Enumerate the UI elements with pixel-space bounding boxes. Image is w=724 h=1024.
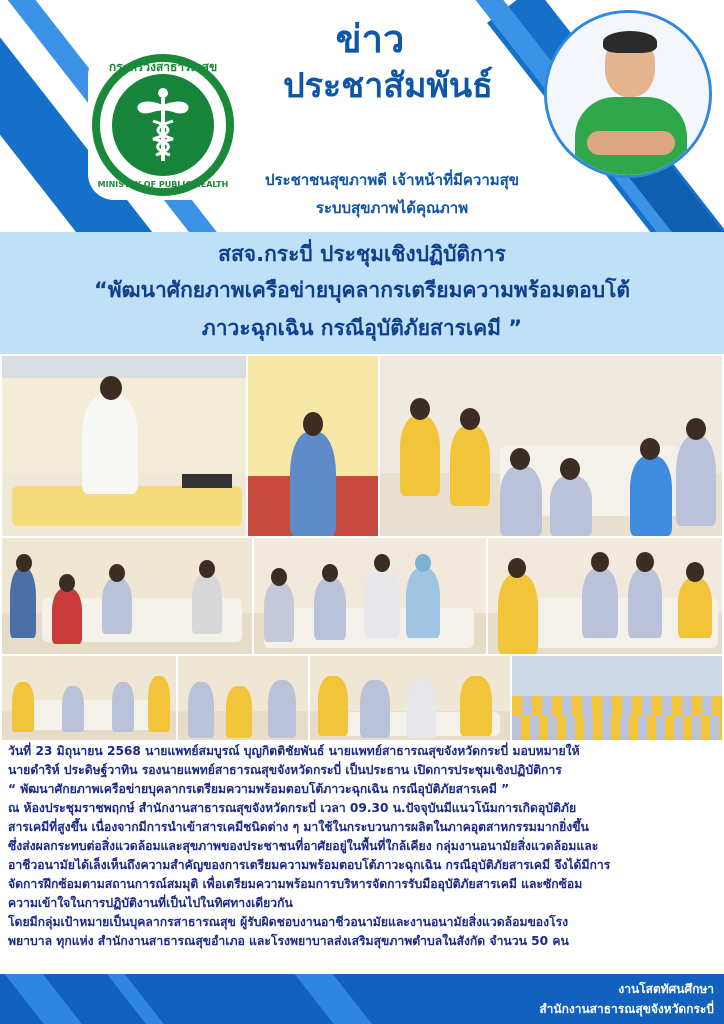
body-line: จัดการฝึกซ้อมตามสถานการณ์สมมุติ เพื่อเตรียมความพร้อมการบริหารจัดการรับมืออุบัติภัยสารเคมี และซักซ้อม xyxy=(8,877,583,891)
headline-line-1: สสจ.กระบี่ ประชุมเชิงปฏิบัติการ xyxy=(218,242,506,266)
logo-text-bottom: MINISTRY OF PUBLIC HEALTH xyxy=(97,180,229,189)
body-line: ความเข้าใจในการปฏิบัติงานที่เป็นไปในทิศทางเดียวกัน xyxy=(8,896,293,910)
photo-speaker-at-podium xyxy=(2,356,246,536)
headline-line-3: ภาวะฉุกเฉิน กรณีอุบัติภัยสารเคมี ” xyxy=(201,316,523,340)
decorative-stripe xyxy=(0,974,128,1024)
logo-text-top: กระทรวงสาธารณสุข xyxy=(108,60,218,74)
body-line: ซึ่งส่งผลกระทบต่อสิ่งแวดล้อมและสุขภาพของประชาชนที่อาศัยอยู่ในพื้นที่ใกล้เคียง กลุ่มงานอนามัยสิ่งแวดล้อมและ xyxy=(8,839,599,853)
caduceus-icon xyxy=(112,74,214,176)
page-title-news: ข่าว xyxy=(335,17,405,61)
body-line: พยาบาล ทุกแห่ง สำนักงานสาธารณสุขอำเภอ และโรงพยาบาลส่งเสริมสุขภาพตำบลในสังกัด จำนวน 50 คน xyxy=(8,934,569,948)
headline-band xyxy=(0,232,724,354)
slogan-line-1: ประชาชนสุขภาพดี เจ้าหน้าที่มีความสุข xyxy=(264,171,520,189)
decorative-stripe xyxy=(272,974,419,1024)
footer xyxy=(0,974,724,1024)
article-body xyxy=(8,742,716,974)
decorative-stripe xyxy=(80,974,214,1024)
body-line: สารเคมีที่สูงขึ้น เนื่องจากมีการนำเข้าสารเคมีชนิดต่าง ๆ มาใช้ในกระบวนการผลิตในภาคอุตสาหกรรมมากยิ่งขึ้น xyxy=(8,820,589,834)
slogan-line-2: ระบบสุขภาพได้คุณภาพ xyxy=(315,199,469,217)
body-line: อาชีวอนามัยได้เล็งเห็นถึงความสำคัญของการเตรียมความพร้อมตอบโต้ภาวะฉุกเฉิน กรณีอุบัติภัยสารเคมี จึงได้มีการ xyxy=(8,858,611,872)
body-line: โดยมีกลุ่มเป้าหมายเป็นบุคลากรสาธารณสุข ผู้รับผิดชอบงานอาชีวอนามัยและงานอนามัยสิ่งแวดล้อมของโรง xyxy=(8,915,569,929)
photo-collage xyxy=(0,354,724,742)
footer-organization: สำนักงานสาธารณสุขจังหวัดกระบี่ xyxy=(539,1002,714,1016)
header xyxy=(0,0,724,232)
photo-room-overview xyxy=(2,656,176,740)
photo-group-activity xyxy=(310,656,510,740)
photo-presenter xyxy=(248,356,378,536)
photo-participants-seated xyxy=(178,656,308,740)
official-portrait xyxy=(544,10,712,178)
photo-group-portrait xyxy=(512,656,722,740)
body-line: ณ ห้องประชุมราชพฤกษ์ สำนักงานสาธารณสุขจังหวัดกระบี่ เวลา 09.30 น.ปัจจุบันมีแนวโน้มการเกิดอุบัติภัย xyxy=(8,801,577,815)
photo-table-group-3 xyxy=(488,538,722,654)
photo-table-group-1 xyxy=(2,538,252,654)
body-line: วันที่ 23 มิถุนายน 2568 นายแพทย์สมบูรณ์ บุญกิตติชัยพันธ์ นายแพทย์สาธารณสุขจังหวัดกระบี่ มอบหมายให้ xyxy=(8,744,580,758)
page-title-pr: ประชาสัมพันธ์ xyxy=(283,66,493,106)
headline-line-2: “พัฒนาศักยภาพเครือข่ายบุคลากรเตรียมความพร้อมตอบโต้ xyxy=(94,278,630,302)
body-line: นายดำริห์ ประดิษฐ์วาทิน รองนายแพทย์สาธารณสุขจังหวัดกระบี่ เป็นประธาน เปิดการประชุมเชิงปฏิบัติการ xyxy=(8,763,562,777)
footer-unit: งานโสตทัศนศึกษา xyxy=(618,982,714,996)
photo-group-workshop xyxy=(380,356,722,536)
photo-table-group-2 xyxy=(254,538,486,654)
body-line: “ พัฒนาศักยภาพเครือข่ายบุคลากรเตรียมความพร้อมตอบโต้ภาวะฉุกเฉิน กรณีอุบัติภัยสารเคมี ” xyxy=(8,782,510,796)
